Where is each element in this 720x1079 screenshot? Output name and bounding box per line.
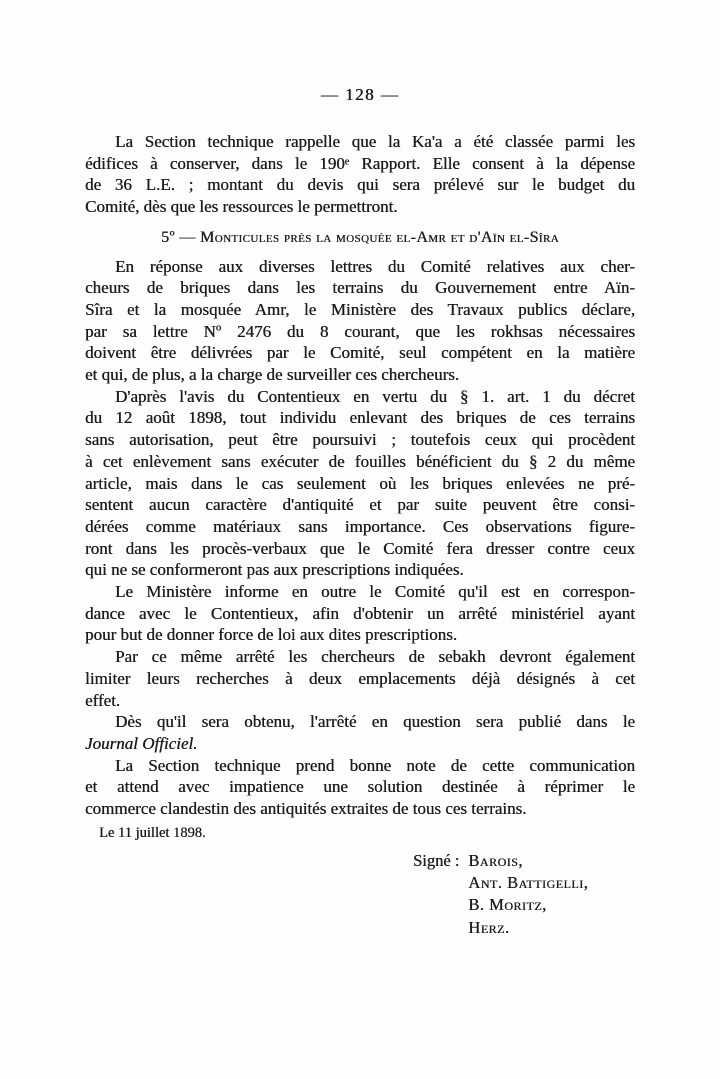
dateline: Le 11 juillet 1898. xyxy=(99,824,206,841)
paragraph-kaa-classement xyxy=(85,131,635,218)
text-line: Le Ministère informe en outre le Comité qu'il est en correspon- xyxy=(115,582,635,602)
text-line: dérées comme matériaux sans importance. Ces observations figure- xyxy=(85,516,635,536)
text-line: Dès qu'il sera obtenu, l'arrêté en question sera publié dans le xyxy=(115,712,635,732)
text-line: En réponse aux diverses lettres du Comité relatives aux cher- xyxy=(115,256,635,276)
text-line: article, mais dans le cas seulement où les briques enlevées ne pré- xyxy=(85,473,635,493)
paragraph-sebakh xyxy=(85,646,635,711)
paragraph-avis-contentieux xyxy=(85,386,635,581)
text-line: par sa lettre Nº 2476 du 8 courant, que les rokhsas nécessaires xyxy=(85,321,635,341)
text-line: sentent aucun caractère d'antiquité et par suite peuvent être consi- xyxy=(85,495,635,515)
text-line: à cet enlèvement sans exécuter de fouilles bénéficient du § 2 du même xyxy=(85,451,635,471)
text-line: commerce clandestin des antiquités extraites de tous ces terrains. xyxy=(85,799,527,819)
section-heading: 5º — Monticules près la mosquée el-Amr et d'Aïn el-Sîra xyxy=(161,228,559,246)
text-line: qui ne se conformeront pas aux prescriptions indiquées. xyxy=(85,560,464,580)
text-line: et attend avec impatience une solution destinée à réprimer le xyxy=(85,777,635,797)
document-body xyxy=(85,131,635,939)
paragraph-conclusion xyxy=(85,755,635,820)
text-line: dance avec le Contentieux, afin d'obtenir un arrêté ministériel ayant xyxy=(85,603,635,623)
text-line: Sîra et la mosquée Amr, le Ministère des Travaux publics déclare, xyxy=(85,299,635,319)
signature-name: B. Moritz, xyxy=(468,895,547,915)
text-line: ront dans les procès-verbaux que le Comité fera dresser contre ceux xyxy=(85,538,635,558)
signature-label: Signé : xyxy=(413,850,460,870)
text-line: doivent être délivrées par le Comité, seul compétent en la matière xyxy=(85,343,635,363)
text-line: cheurs de briques dans les terrains du Gouvernement entre Aïn- xyxy=(85,278,635,298)
text-line: sans autorisation, peut être poursuivi ; toutefois ceux qui procèdent xyxy=(85,430,635,450)
text-line: de 36 L.E. ; montant du devis qui sera prélevé sur le budget du xyxy=(85,175,635,195)
text-line: du 12 août 1898, tout individu enlevant des briques de ces terrains xyxy=(85,408,635,428)
text-line: et qui, de plus, a la charge de surveiller ces chercheurs. xyxy=(85,365,459,385)
text-line: La Section technique rappelle que la Ka'a a été classée parmi les xyxy=(115,132,635,151)
text-line: Comité, dès que les ressources le permettront. xyxy=(85,197,398,217)
text-line: pour but de donner force de loi aux dites prescriptions. xyxy=(85,625,458,645)
signature-name: Herz. xyxy=(468,917,510,937)
paragraph-reponse-ministere xyxy=(85,256,635,386)
signature-block xyxy=(413,850,635,940)
text-line: limiter leurs recherches à deux emplacements déjà désignés à cet xyxy=(85,668,635,688)
text-line: effet. xyxy=(85,690,121,710)
signature-names xyxy=(468,850,588,940)
text-line-italic: Journal Officiel. xyxy=(85,733,198,753)
text-line: Par ce même arrêté les chercheurs de sebakh devront également xyxy=(115,647,635,667)
signature-name: Ant. Battigelli, xyxy=(468,872,589,892)
signature-name: Barois, xyxy=(468,850,523,870)
text-line: édifices à conserver, dans le 190ᵉ Rapport. Elle consent à la dépense xyxy=(85,153,635,173)
paragraph-correspondance xyxy=(85,581,635,646)
paragraph-journal-officiel xyxy=(85,711,635,754)
text-line: D'après l'avis du Contentieux en vertu du § 1. art. 1 du décret xyxy=(115,386,635,406)
page-number: — 128 — xyxy=(320,85,400,104)
text-line: La Section technique prend bonne note de cette communication xyxy=(115,755,635,775)
